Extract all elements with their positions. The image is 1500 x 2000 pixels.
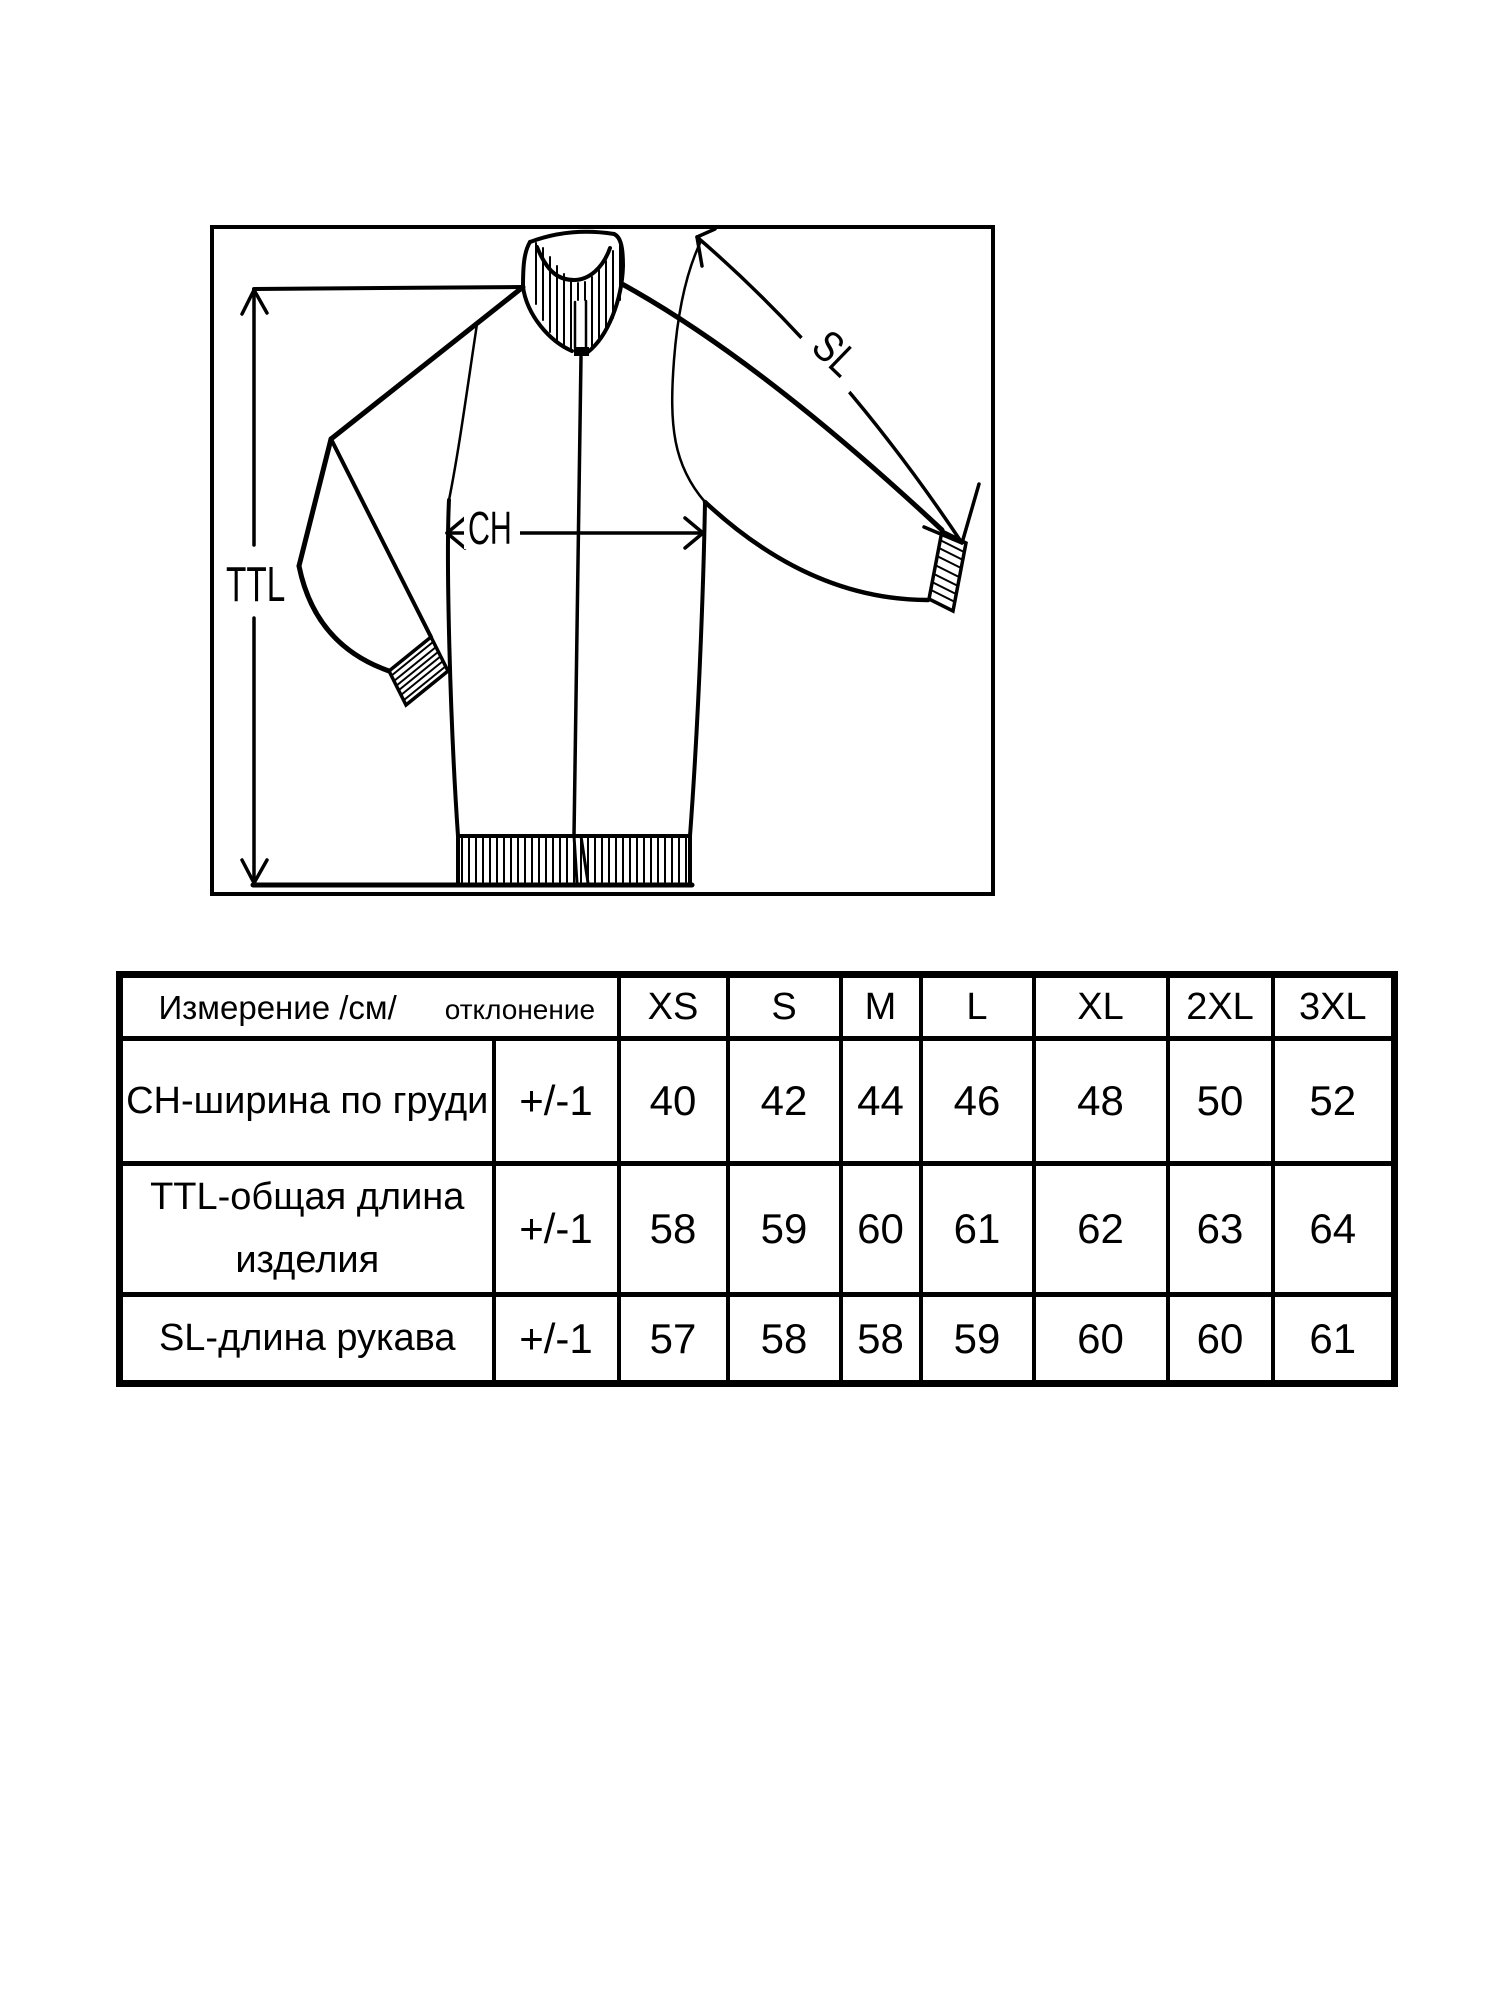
dimension-ttl — [226, 287, 692, 885]
value-cell: 46 — [921, 1039, 1034, 1164]
size-header-m: M — [841, 975, 921, 1039]
dimension-ch — [447, 504, 703, 555]
value-cell: 60 — [1034, 1295, 1168, 1384]
table-row-total-length — [120, 1164, 1395, 1295]
value-cell: 58 — [619, 1164, 728, 1295]
size-table — [116, 971, 1398, 1387]
left-cuff — [389, 637, 448, 705]
value-cell: 63 — [1168, 1164, 1273, 1295]
size-header-xl: XL — [1034, 975, 1168, 1039]
value-cell: 52 — [1273, 1039, 1395, 1164]
size-header-xs: XS — [619, 975, 728, 1039]
value-cell: 50 — [1168, 1039, 1273, 1164]
row-tolerance: +/-1 — [494, 1039, 619, 1164]
body — [448, 324, 705, 836]
tolerance-label: отклонение — [444, 993, 596, 1025]
hem-band — [458, 836, 690, 884]
size-header-s: S — [728, 975, 841, 1039]
size-header-3xl: 3XL — [1273, 975, 1395, 1039]
row-name: CH-ширина по груди — [120, 1039, 494, 1164]
value-cell: 48 — [1034, 1039, 1168, 1164]
garment-sketch — [299, 232, 966, 884]
sl-label: SL — [802, 321, 868, 387]
row-tolerance: +/-1 — [494, 1295, 619, 1384]
ch-label: CH — [468, 503, 512, 555]
value-cell: 61 — [1273, 1295, 1395, 1384]
right-sleeve — [622, 241, 966, 611]
value-cell: 59 — [728, 1164, 841, 1295]
value-cell: 58 — [841, 1295, 921, 1384]
table-row-chest-width — [120, 1039, 1395, 1164]
value-cell: 60 — [841, 1164, 921, 1295]
dimension-sl — [697, 229, 979, 543]
value-cell: 64 — [1273, 1164, 1395, 1295]
value-cell: 61 — [921, 1164, 1034, 1295]
value-cell: 57 — [619, 1295, 728, 1384]
collar-zip-slit — [575, 301, 586, 349]
value-cell: 44 — [841, 1039, 921, 1164]
value-cell: 42 — [728, 1039, 841, 1164]
header-measure-cell — [120, 975, 619, 1039]
collar — [523, 232, 623, 356]
zipper-line — [574, 357, 581, 836]
left-sleeve — [299, 287, 523, 705]
value-cell: 40 — [619, 1039, 728, 1164]
value-cell: 60 — [1168, 1295, 1273, 1384]
value-cell: 59 — [921, 1295, 1034, 1384]
row-tolerance: +/-1 — [494, 1164, 619, 1295]
zipper-pull — [574, 347, 589, 356]
row-name: TTL-общая длина изделия — [120, 1164, 494, 1295]
ttl-label: TTL — [226, 556, 286, 612]
diagram-frame — [212, 227, 993, 894]
value-cell: 62 — [1034, 1164, 1168, 1295]
size-header-2xl: 2XL — [1168, 975, 1273, 1039]
value-cell: 58 — [728, 1295, 841, 1384]
measure-label: Измерение /см/ — [158, 988, 397, 1026]
table-header-row — [120, 975, 1395, 1039]
table-row-sleeve-length — [120, 1295, 1395, 1384]
row-name: SL-длина рукава — [120, 1295, 494, 1384]
size-header-l: L — [921, 975, 1034, 1039]
